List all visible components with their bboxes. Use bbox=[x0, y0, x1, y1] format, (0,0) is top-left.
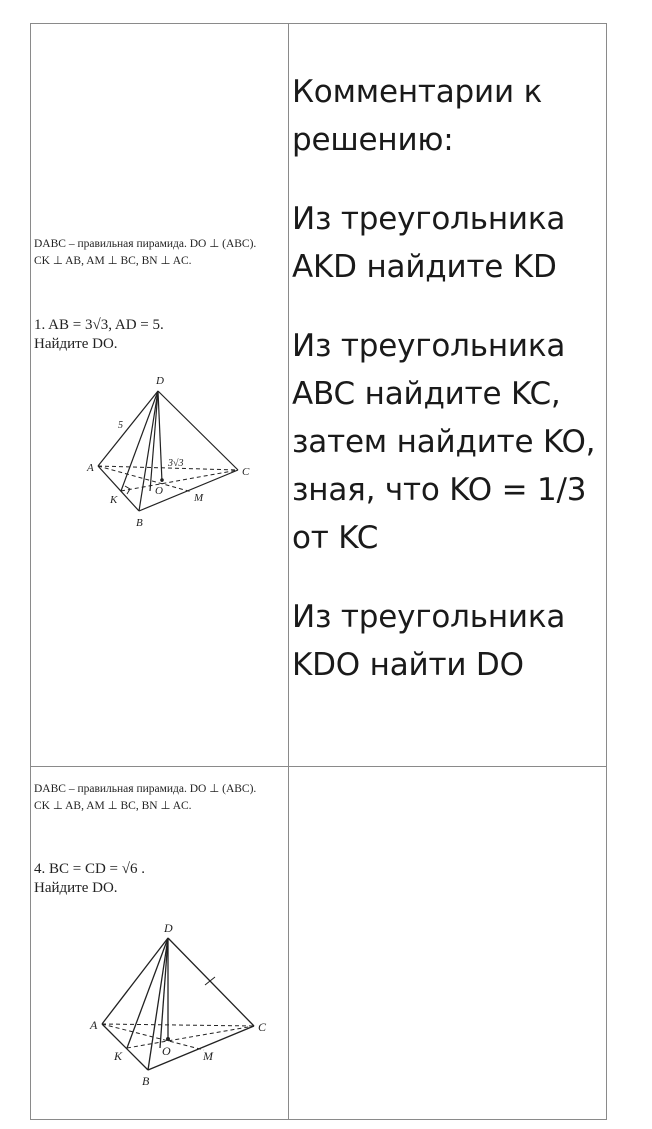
problem4-condition bbox=[34, 781, 286, 815]
right-angle-mark-K bbox=[125, 486, 130, 494]
label-O: O bbox=[162, 1044, 171, 1058]
problem1-condition bbox=[34, 236, 286, 270]
median-AM-hidden bbox=[102, 1024, 204, 1050]
comments-heading: Комментарии к решению: bbox=[292, 74, 543, 158]
label-M: M bbox=[203, 1049, 213, 1063]
label-A: A bbox=[90, 1018, 98, 1032]
edge-AB bbox=[98, 466, 139, 511]
edge-DC bbox=[168, 938, 254, 1026]
label-K: K bbox=[114, 1049, 123, 1063]
edge-BC bbox=[139, 470, 238, 511]
label-M: M bbox=[194, 492, 204, 504]
label-C: C bbox=[258, 1020, 267, 1034]
label-A: A bbox=[87, 462, 94, 474]
label-K: K bbox=[110, 494, 118, 506]
problem1-given: 1. AB = 3√3, AD = 5. bbox=[34, 317, 164, 333]
problem1-condition-line2: CK ⊥ AB, AM ⊥ BC, BN ⊥ AC. bbox=[34, 255, 192, 267]
apothem-DK bbox=[121, 391, 158, 491]
label-B: B bbox=[142, 1074, 150, 1088]
table-row-divider bbox=[30, 766, 607, 767]
edge-AC-hidden bbox=[102, 1024, 254, 1026]
problem4-condition-line1: DABC – правильная пирамида. DO ⊥ (ABC). bbox=[34, 783, 257, 795]
edge-DA bbox=[102, 938, 168, 1024]
point-O bbox=[166, 1037, 170, 1041]
table-bottom-border bbox=[30, 1119, 607, 1120]
problem1-pyramid-figure bbox=[84, 370, 264, 530]
problem4-ask: Найдите DO. bbox=[34, 880, 118, 896]
segment-D-inner bbox=[150, 391, 158, 491]
table-column-divider bbox=[288, 23, 289, 1120]
label-AC-length: 3√3 bbox=[168, 458, 184, 469]
problem4-pyramid-figure bbox=[84, 918, 274, 1093]
label-B: B bbox=[136, 517, 143, 529]
segment-DO bbox=[158, 391, 162, 482]
label-C: C bbox=[242, 466, 250, 478]
label-D: D bbox=[164, 921, 173, 935]
median-KC-hidden bbox=[127, 1026, 254, 1048]
label-O: O bbox=[155, 485, 163, 497]
label-D: D bbox=[156, 375, 164, 387]
table-left-border bbox=[30, 23, 31, 1120]
problem4-given: 4. BC = CD = √6 . bbox=[34, 861, 145, 877]
edge-AB bbox=[102, 1024, 148, 1070]
problem4-task bbox=[34, 860, 286, 898]
median-KC-hidden bbox=[121, 470, 238, 491]
problem1-condition-line1: DABC – правильная пирамида. DO ⊥ (ABC). bbox=[34, 238, 257, 250]
problem1-ask: Найдите DO. bbox=[34, 336, 118, 352]
table-top-border bbox=[30, 23, 607, 24]
comment-step-1: Из треугольника AKD найдите KD bbox=[292, 201, 566, 285]
point-O bbox=[160, 478, 164, 482]
problem1-task bbox=[34, 316, 286, 354]
label-AD-length: 5 bbox=[118, 420, 123, 431]
solution-comments bbox=[292, 68, 622, 720]
edge-DA bbox=[98, 391, 158, 466]
comment-step-2: Из треугольника ABC найдите KC, затем найдите KO, зная, что KO = 1/3 от KC bbox=[292, 328, 596, 556]
problem4-condition-line2: CK ⊥ AB, AM ⊥ BC, BN ⊥ AC. bbox=[34, 800, 192, 812]
comment-step-3: Из треугольника KDO найти DO bbox=[292, 599, 566, 683]
